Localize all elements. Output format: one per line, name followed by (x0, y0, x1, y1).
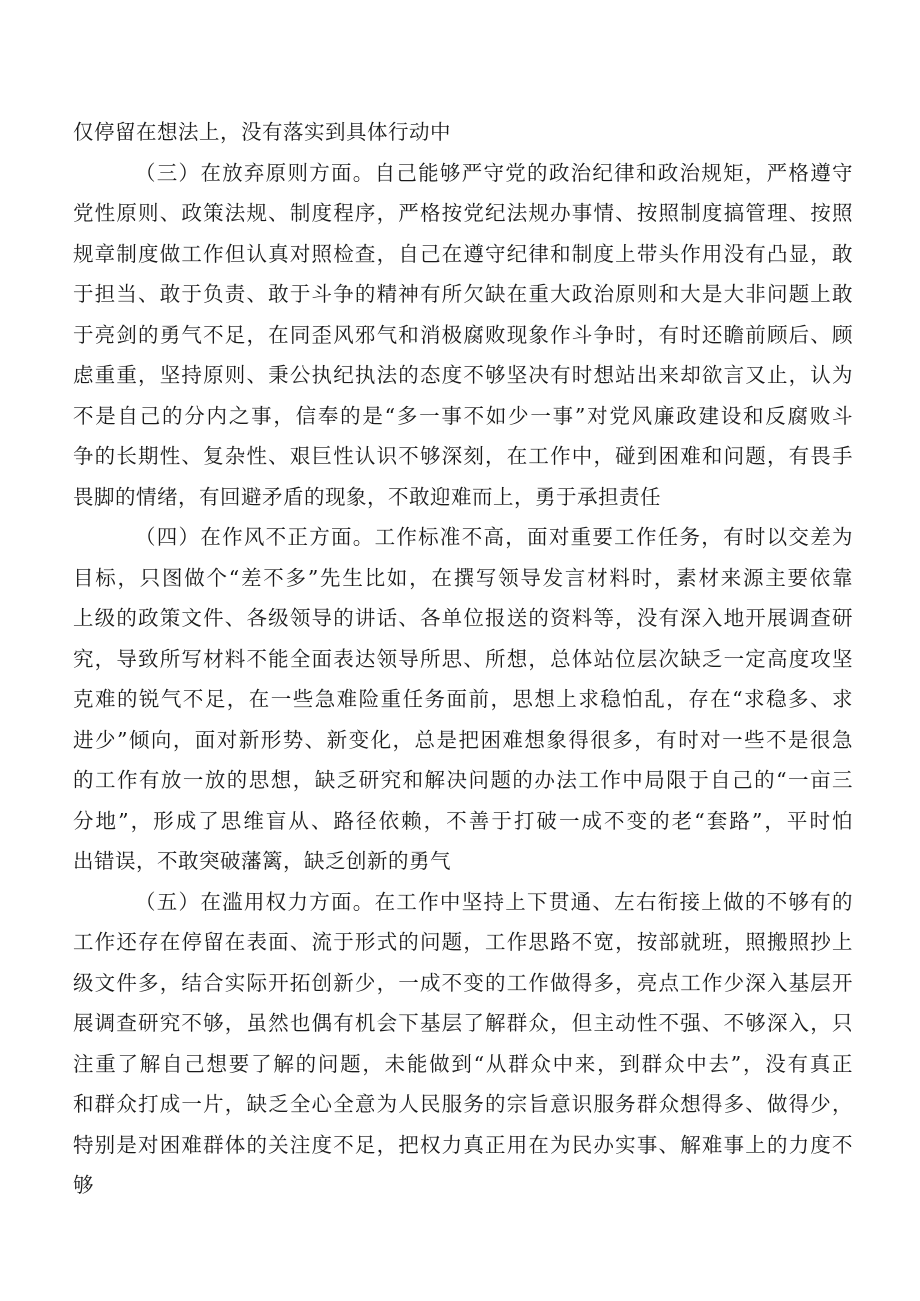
text-line: 于亮剑的勇气不足，在同歪风邪气和消极腐败现象作斗争时，有时还瞻前顾后、顾 (73, 322, 853, 347)
text-line: 上级的政策文件、各级领导的讲话、各单位报送的资料等，没有深入地开展调查研 (73, 606, 853, 630)
text-line: 究，导致所写材料不能全面表达领导所思、所想，总体站位层次缺乏一定高度攻坚 (73, 646, 853, 671)
text-line: 出错误，不敢突破藩篱，缺乏创新的勇气 (73, 849, 451, 873)
text-line: 畏脚的情绪，有回避矛盾的现象，不敢迎难而上，勇于承担责任 (73, 484, 661, 509)
paragraph-work-style (73, 517, 853, 882)
text-line: （三）在放弃原则方面。自己能够严守党的政治纪律和政治规矩，严格遵守 (135, 160, 853, 185)
text-line: 党性原则、政策法规、制度程序，严格按党纪法规办事情、按照制度搞管理、按照 (73, 201, 853, 225)
text-line: 和群众打成一片，缺乏全心全意为人民服务的宗旨意识服务群众想得多、做得少， (73, 1092, 853, 1116)
text-line: 注重了解自己想要了解的问题，未能做到“从群众中来，到群众中去”，没有真正 (73, 1051, 853, 1076)
paragraph-principles (73, 153, 853, 518)
text-line: 级文件多，结合实际开拓创新少，一成不变的工作做得多，亮点工作少深入基层开 (73, 970, 853, 995)
text-line: 分地”，形成了思维盲从、路径依赖，不善于打破一成不变的老“套路”，平时怕 (73, 808, 853, 833)
text-line: 虑重重，坚持原则、秉公执纪执法的态度不够坚决有时想站出来却欲言又止，认为 (73, 363, 853, 387)
text-line: （四）在作风不正方面。工作标准不高，面对重要工作任务，有时以交差为 (135, 525, 853, 549)
text-line: 仅停留在想法上，没有落实到具体行动中 (73, 120, 451, 144)
text-line: 够 (73, 1173, 94, 1197)
text-line: （五）在滥用权力方面。在工作中坚持上下贯通、左右衔接上做的不够有的 (135, 889, 853, 914)
text-line: 工作还存在停留在表面、流于形式的问题，工作思路不宽，按部就班，照搬照抄上 (73, 930, 853, 954)
text-line: 的工作有放一放的思想，缺乏研究和解决问题的办法工作中局限于自己的“一亩三 (73, 768, 853, 792)
paragraph-power-abuse (73, 882, 853, 1206)
text-line: 进少”倾向，面对新形势、新变化，总是把困难想象得很多，有时对一些不是很急 (73, 727, 853, 752)
text-line: 克难的锐气不足，在一些急难险重任务面前，思想上求稳怕乱，存在“求稳多、求 (73, 687, 853, 711)
text-line: 展调查研究不够，虽然也偶有机会下基层了解群众，但主动性不强、不够深入，只 (73, 1011, 853, 1035)
text-line: 不是自己的分内之事，信奉的是“多一事不如少一事”对党风廉政建设和反腐败斗 (73, 403, 853, 428)
text-line: 特别是对困难群体的关注度不足，把权力真正用在为民办实事、解难事上的力度不 (73, 1132, 853, 1157)
document-body (73, 112, 853, 1206)
text-line: 规章制度做工作但认真对照检查，自己在遵守纪律和制度上带头作用没有凸显，敢 (73, 241, 853, 266)
text-line: 目标，只图做个“差不多”先生比如，在撰写领导发言材料时，素材来源主要依靠 (73, 565, 853, 590)
paragraph-continuation (73, 112, 853, 153)
text-line: 争的长期性、复杂性、艰巨性认识不够深刻，在工作中，碰到困难和问题，有畏手 (73, 444, 853, 468)
text-line: 于担当、敢于负责、敢于斗争的精神有所欠缺在重大政治原则和大是大非问题上敢 (73, 282, 853, 306)
